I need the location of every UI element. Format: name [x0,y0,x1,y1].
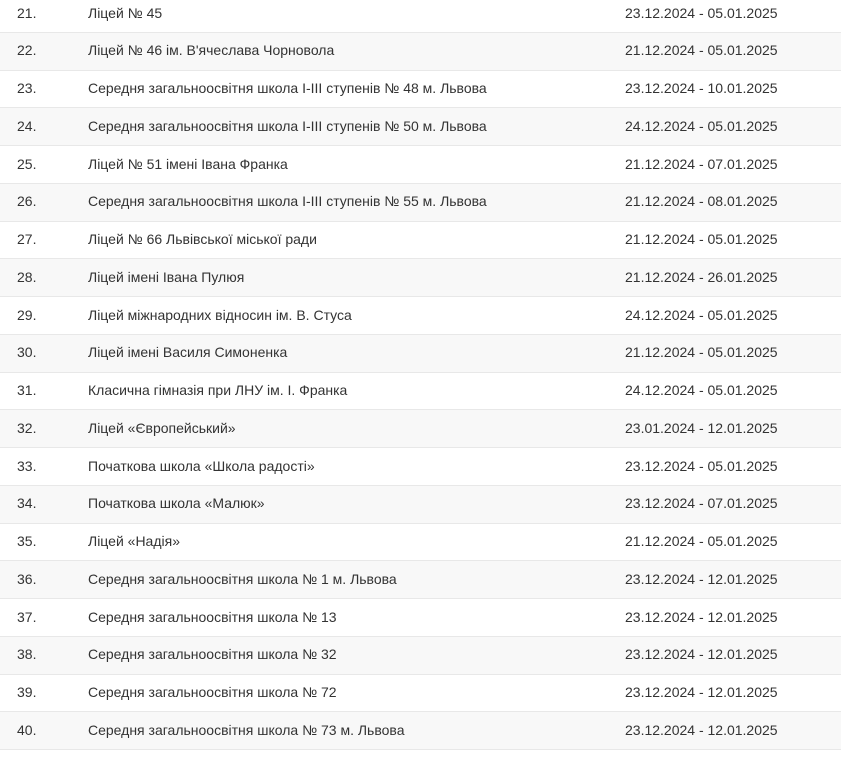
holiday-dates: 24.12.2024 - 05.01.2025 [625,306,778,323]
row-number: 32. [17,419,37,436]
holiday-dates: 21.12.2024 - 05.01.2025 [625,344,778,361]
table-row [0,259,841,297]
row-number: 26. [17,193,37,210]
school-name: Середня загальноосвітня школа № 72 [88,684,337,701]
row-number: 39. [17,684,37,701]
table-row [0,675,841,713]
school-name: Ліцей «Європейський» [88,419,236,436]
school-name: Ліцей імені Василя Симоненка [88,344,288,361]
school-name: Ліцей № 66 Львівської міської ради [88,231,317,248]
table-row [0,222,841,260]
school-name: Середня загальноосвітня школа № 13 [88,608,337,625]
school-name: Середня загальноосвітня школа І-ІІІ ступенів № 50 м. Львова [88,117,487,134]
table-row [0,146,841,184]
holiday-dates: 23.12.2024 - 12.01.2025 [625,570,778,587]
holiday-dates: 21.12.2024 - 05.01.2025 [625,42,778,59]
holiday-dates: 21.12.2024 - 07.01.2025 [625,155,778,172]
school-name: Середня загальноосвітня школа № 32 [88,646,337,663]
row-number: 22. [17,42,37,59]
school-name: Середня загальноосвітня школа І-ІІІ ступенів № 55 м. Львова [88,193,487,210]
school-name: Початкова школа «Школа радості» [88,457,315,474]
table-row [0,637,841,675]
table-row [0,599,841,637]
row-number: 37. [17,608,37,625]
table-row [0,373,841,411]
table-row [0,335,841,373]
holiday-dates: 21.12.2024 - 05.01.2025 [625,533,778,550]
row-number: 40. [17,721,37,738]
school-name: Середня загальноосвітня школа І-ІІІ ступенів № 48 м. Львова [88,80,487,97]
row-number: 30. [17,344,37,361]
row-number: 28. [17,268,37,285]
table-row [0,524,841,562]
table-row [0,71,841,109]
school-name: Ліцей міжнародних відносин ім. В. Стуса [88,306,352,323]
row-number: 24. [17,117,37,134]
school-name: Ліцей № 51 імені Івана Франка [88,155,288,172]
row-number: 31. [17,382,37,399]
holiday-dates: 21.12.2024 - 05.01.2025 [625,231,778,248]
table-row [0,108,841,146]
table-row [0,33,841,71]
row-number: 23. [17,80,37,97]
school-name: Початкова школа «Малюк» [88,495,265,512]
table-row [0,712,841,750]
row-number: 21. [17,4,37,21]
row-number: 34. [17,495,37,512]
table-row [0,561,841,599]
school-name: Ліцей № 45 [88,4,163,21]
holiday-dates: 23.12.2024 - 12.01.2025 [625,684,778,701]
holiday-dates: 23.12.2024 - 07.01.2025 [625,495,778,512]
row-number: 27. [17,231,37,248]
holiday-dates: 23.12.2024 - 12.01.2025 [625,646,778,663]
table-row [0,486,841,524]
table-row [0,0,841,33]
school-name: Середня загальноосвітня школа № 73 м. Львова [88,721,405,738]
holiday-dates: 23.12.2024 - 05.01.2025 [625,4,778,21]
holiday-dates: 23.01.2024 - 12.01.2025 [625,419,778,436]
row-number: 25. [17,155,37,172]
holiday-dates: 23.12.2024 - 12.01.2025 [625,721,778,738]
row-number: 36. [17,570,37,587]
school-name: Ліцей «Надія» [88,533,180,550]
row-number: 29. [17,306,37,323]
table-row [0,297,841,335]
table-row [0,184,841,222]
school-name: Класична гімназія при ЛНУ ім. І. Франка [88,382,348,399]
table-row [0,410,841,448]
holiday-dates: 23.12.2024 - 12.01.2025 [625,608,778,625]
school-name: Ліцей № 46 ім. В'ячеслава Чорновола [88,42,335,59]
row-number: 35. [17,533,37,550]
row-number: 33. [17,457,37,474]
holiday-dates: 23.12.2024 - 10.01.2025 [625,80,778,97]
holiday-dates: 24.12.2024 - 05.01.2025 [625,117,778,134]
table-row [0,448,841,486]
holiday-dates: 23.12.2024 - 05.01.2025 [625,457,778,474]
holiday-dates: 24.12.2024 - 05.01.2025 [625,382,778,399]
school-name: Середня загальноосвітня школа № 1 м. Львова [88,570,397,587]
row-number: 38. [17,646,37,663]
school-name: Ліцей імені Івана Пулюя [88,268,245,285]
holiday-dates: 21.12.2024 - 26.01.2025 [625,268,778,285]
holiday-dates: 21.12.2024 - 08.01.2025 [625,193,778,210]
